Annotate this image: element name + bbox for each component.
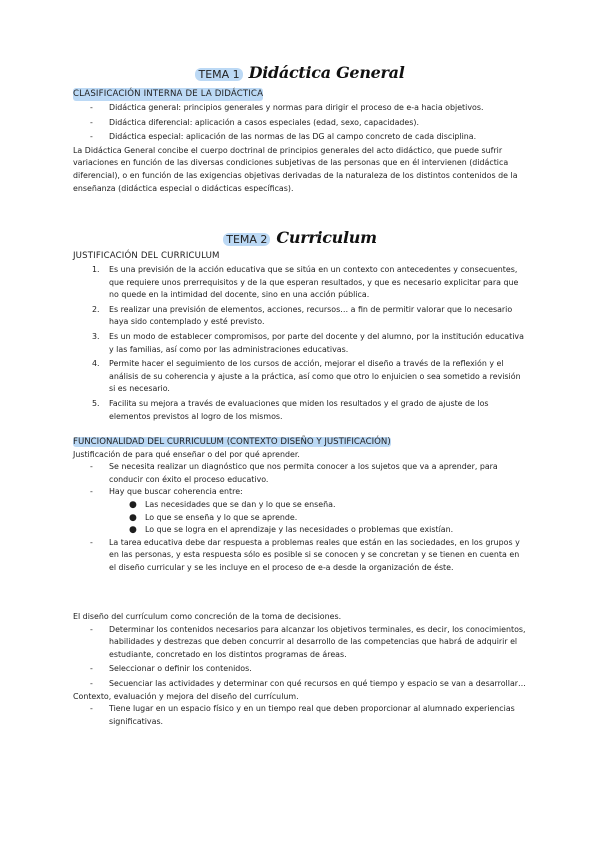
item-number: 5. xyxy=(92,398,100,408)
numbered-item xyxy=(73,331,528,356)
topic2-title: Curriculum xyxy=(276,228,377,247)
list-marker: - xyxy=(90,704,93,714)
topic1-section-title: CLASIFICACIÓN INTERNA DE LA DIDÁCTICA xyxy=(73,89,264,99)
list-item xyxy=(73,703,528,728)
topic1-list xyxy=(73,102,528,195)
list-item-text: Hay que buscar coherencia entre: xyxy=(109,487,243,497)
list-item xyxy=(73,624,528,662)
numbered-item-text: Es realizar una previsión de elementos, acciones, recursos… a fin de permitir valorar que lo necesario haya sido contemplado y esté previsto. xyxy=(109,304,513,327)
sub-list-item xyxy=(73,512,528,525)
list-marker: - xyxy=(90,117,93,127)
list-marker: - xyxy=(90,624,93,634)
list-item-text: Didáctica general: principios generales y normas para dirigir el proceso de e-a hacia objetivos. xyxy=(109,103,484,112)
sub-list-item xyxy=(73,499,528,512)
numbered-item xyxy=(73,398,528,423)
item-number: 3. xyxy=(92,331,100,341)
numbered-item-text: Facilita su mejora a través de evaluaciones que miden los resultados y el grado de ajuste de los elementos previstos al logro de los mismos. xyxy=(109,398,489,421)
justification-line: Justificación de para qué enseñar o del por qué aprender. xyxy=(73,449,300,459)
design-title: El diseño del currículum como concreción de la toma de decisiones. xyxy=(73,612,342,621)
list-item-text: Se necesita realizar un diagnóstico que nos permita conocer a los sujetos que va a aprender, para conducir con éxito el proceso educativo. xyxy=(109,462,498,484)
context-title: Contexto, evaluación y mejora del diseño del currículum. xyxy=(73,691,299,701)
list-marker: - xyxy=(90,103,93,112)
list-marker: - xyxy=(90,462,93,472)
list-item-text: Tiene lugar en un espacio físico y en un tiempo real que deben proporcionar al alumnado experiencias significativas. xyxy=(109,704,515,726)
numbered-item xyxy=(73,304,528,329)
numbered-item xyxy=(73,264,528,302)
list-item xyxy=(73,537,528,575)
topic1-title: Didáctica General xyxy=(248,63,405,82)
sub-item-text: Las necesidades que se dan y lo que se enseña. xyxy=(145,499,336,509)
bullet-dot: ● xyxy=(129,525,137,536)
list-marker: - xyxy=(90,664,93,674)
list-item xyxy=(73,102,528,115)
numbered-item-text: Permite hacer el seguimiento de los cursos de acción, mejorar el diseño a través de la reflexión y el análisis de su coherencia y ajuste a la práctica, así como que otro lo enjuicien o sea sometido a revisión si es necesario. xyxy=(109,359,521,394)
numbered-item xyxy=(73,358,528,396)
topic1-label: TEMA 1 xyxy=(195,68,242,81)
list-item xyxy=(73,486,528,499)
numbered-item-text: Es una previsión de la acción educativa que se sitúa en un contexto con antecedentes y consecuentes, que requiere unos prerrequisitos y de la que esperan resultados, y que es necesario explicitar para que no quede en la intimidad del docente, sino en una acción pública. xyxy=(109,265,519,300)
topic2-section-title: JUSTIFICACIÓN DEL CURRICULUM xyxy=(73,251,220,261)
list-item xyxy=(73,461,528,486)
item-number: 2. xyxy=(92,304,100,314)
list-item xyxy=(73,117,528,130)
design-block xyxy=(73,611,528,728)
list-marker: - xyxy=(90,132,93,142)
bullet-dot: ● xyxy=(129,499,137,510)
list-item xyxy=(73,663,528,676)
item-number: 4. xyxy=(92,359,100,369)
functionality-title xyxy=(73,436,528,449)
list-item-text: Didáctica especial: aplicación de las normas de las DG al campo concreto de cada disciplina. xyxy=(109,132,477,142)
item-number: 1. xyxy=(92,265,100,274)
topic2-heading xyxy=(0,228,600,248)
bullet-dot: ● xyxy=(129,512,137,523)
justification-list xyxy=(73,264,528,423)
list-item-text: Didáctica diferencial: aplicación a casos especiales (edad, sexo, capacidades). xyxy=(109,117,419,127)
list-item-text: Determinar los contenidos necesarios para alcanzar los objetivos terminales, es decir, los conocimientos, habilidades y destrezas que deben concurrir al desarrollo de las competencias que habrá de adquirir el estudiante, concretado en los distintos programas de áreas. xyxy=(109,624,526,659)
list-item xyxy=(73,131,528,144)
functionality-title-text: FUNCIONALIDAD DEL CURRICULUM (CONTEXTO DISEÑO Y JUSTIFICACIÓN) xyxy=(73,437,391,447)
functionality-block xyxy=(73,436,528,575)
list-item xyxy=(73,678,528,691)
list-item-text: La tarea educativa debe dar respuesta a problemas reales que están en las sociedades, en los grupos y en las personas, y esta respuesta sólo es posible si se conocen y se concretan y se tienen en cuenta en el diseño curricular y se les incluye en el proceso de e-a desde la organización de éste. xyxy=(109,537,520,572)
sub-list-item xyxy=(73,524,528,537)
list-marker: - xyxy=(90,537,93,547)
list-marker: - xyxy=(90,678,93,688)
topic2-label: TEMA 2 xyxy=(223,233,270,246)
list-marker: - xyxy=(90,487,93,497)
sub-item-text: Lo que se enseña y lo que se aprende. xyxy=(145,512,298,522)
topic1-heading xyxy=(0,63,600,83)
numbered-item-text: Es un modo de establecer compromisos, por parte del docente y del alumno, por la institución educativa y las familias, así como por las administraciones educativas. xyxy=(109,331,524,354)
sub-item-text: Lo que se logra en el aprendizaje y las necesidades o problemas que existían. xyxy=(145,525,454,535)
list-item-text: Secuenciar las actividades y determinar con qué recursos en qué tiempo y espacio se van a desarrollar… xyxy=(109,678,526,688)
list-item-text: Seleccionar o definir los contenidos. xyxy=(109,664,252,674)
topic1-paragraph: La Didáctica General concibe el cuerpo doctrinal de principios generales del acto didáctico, que puede sufrir variaciones en función de las diversas condiciones subjetivas de las personas que en él intervienen (didáctica diferencial), o en función de las exigencias objetivas derivadas de la naturaleza de los distintos contenidos de la enseñanza (didáctica especial o didácticas específicas). xyxy=(73,145,518,193)
